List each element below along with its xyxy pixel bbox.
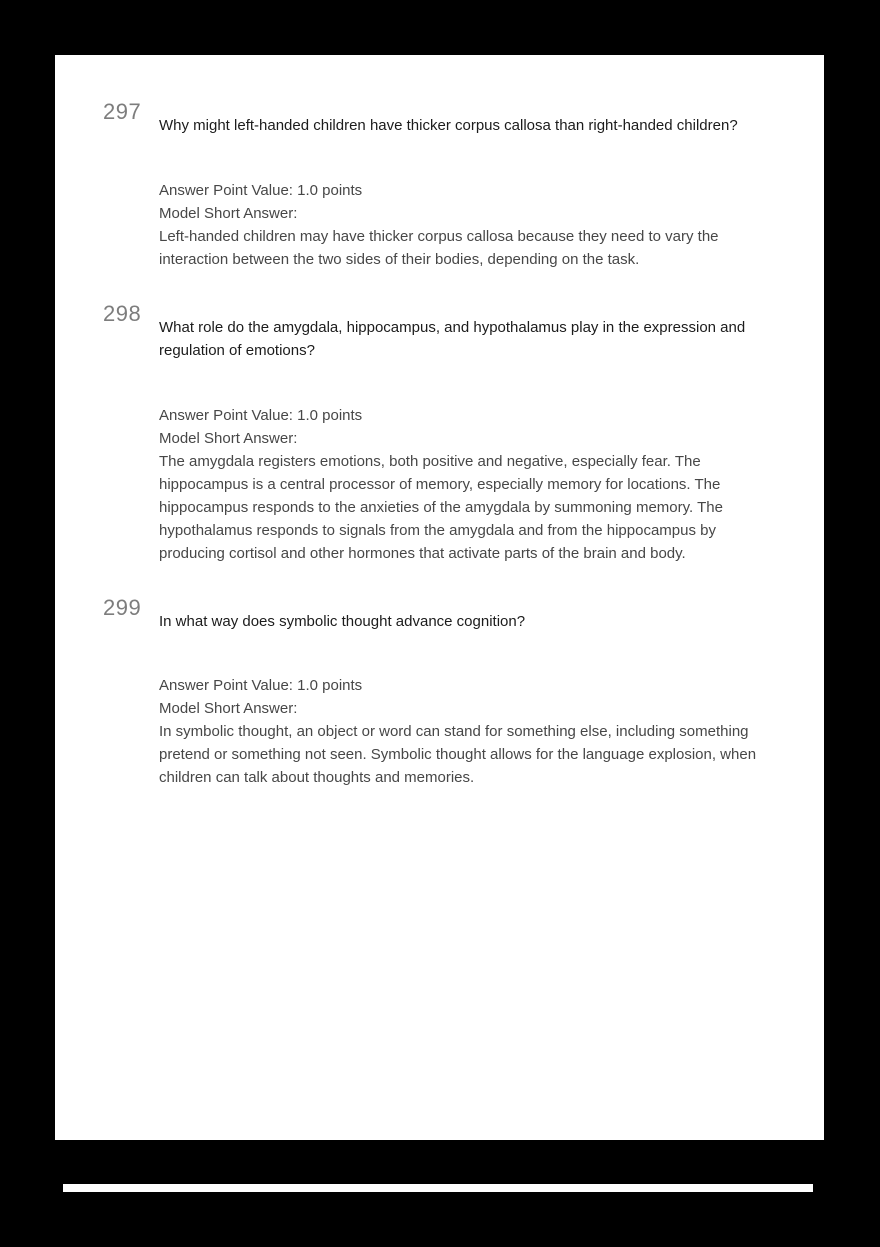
answer-section (159, 404, 774, 565)
next-page-top-edge (63, 1184, 813, 1192)
answer-point-value-label: Answer Point Value: (159, 181, 293, 199)
answer-point-value: 1.0 points (297, 677, 363, 694)
model-short-answer-label: Model Short Answer: (159, 204, 298, 222)
model-short-answer-label: Model Short Answer: (159, 700, 298, 717)
model-short-answer-label: Model Short Answer: (159, 429, 298, 447)
model-short-answer-text: The amygdala registers emotions, both positive and negative, especially fear. The hippocampus is a central processor of memory, especially memory for locations. The hippocampus responds to the anxieties of the amygdala by summoning memory. The hypothalamus responds to signals from the amygdala and from the hippocampus by producing cortisol and other hormones that activate parts of the brain and body. (159, 452, 723, 562)
question-text: In what way does symbolic thought advance cognition? (159, 612, 526, 630)
question-body (159, 596, 774, 790)
question-block-299 (103, 596, 824, 790)
question-text: What role do the amygdala, hippocampus, and hypothalamus play in the expression and regulation of emotions? (159, 318, 746, 359)
question-number: 298 (103, 300, 142, 326)
answer-section (159, 179, 774, 271)
answer-point-value: 1.0 points (297, 181, 363, 199)
answer-point-value-label: Answer Point Value: (159, 677, 293, 694)
document-page (55, 55, 824, 1140)
question-number: 299 (103, 594, 142, 620)
question-block-298 (103, 302, 824, 565)
model-short-answer-text: In symbolic thought, an object or word can stand for something else, including something pretend or something not seen. Symbolic thought allows for the language explosion, when children can talk about thoughts and memories. (159, 723, 757, 786)
model-short-answer-text: Left-handed children may have thicker corpus callosa because they need to vary the interaction between the two sides of their bodies, depending on the task. (159, 227, 719, 268)
question-body (159, 302, 774, 565)
answer-point-value-line (159, 674, 774, 697)
question-text: Why might left-handed children have thicker corpus callosa than right-handed children? (159, 117, 738, 134)
answer-point-value: 1.0 points (297, 406, 363, 424)
question-block-297 (103, 100, 824, 271)
answer-section (159, 674, 774, 789)
question-body (159, 100, 774, 271)
question-number: 297 (103, 99, 142, 124)
answer-point-value-line (159, 179, 774, 202)
answer-point-value-line (159, 404, 774, 427)
answer-point-value-label: Answer Point Value: (159, 406, 293, 424)
